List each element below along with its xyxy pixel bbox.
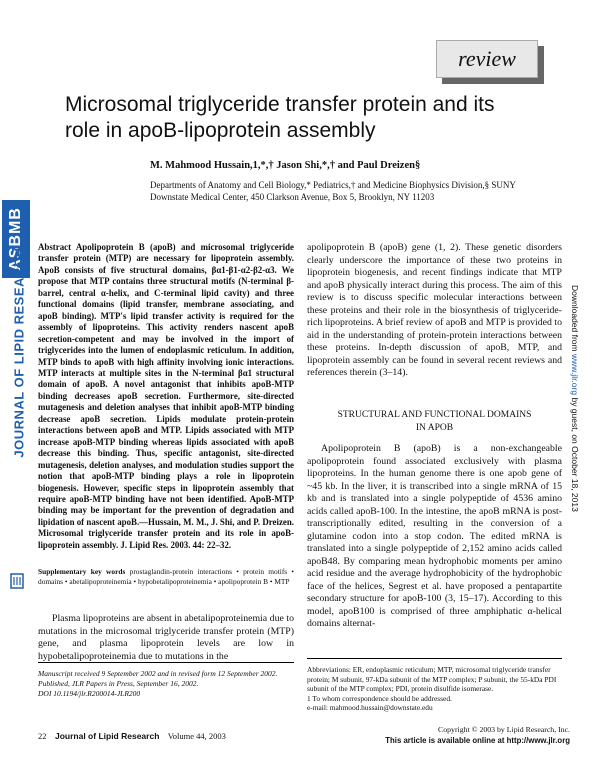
journal-emblem-icon (10, 572, 24, 590)
manuscript-footnote (38, 662, 294, 699)
section-label: review (458, 46, 516, 71)
section-heading (307, 409, 562, 434)
affiliation: Departments of Anatomy and Cell Biology,* Pediatrics,† and Medicine Biophysics Division,§ SUNY Downstate Medical Center, 450 Clarkson Avenue, Box 5, Brooklyn, NY 11203 (150, 180, 516, 202)
download-suffix: by guest, on October 18, 2013 (570, 397, 580, 512)
society-name: ASBMB (7, 207, 25, 271)
published-date: Published, JLR Papers in Press, September 16, 2002. (38, 679, 199, 688)
body-text-right (307, 242, 562, 380)
abbreviations: Abbreviations: ER, endoplasmic reticulum; MTP, microsomal triglyceride transfer protein; M subunit, 97-kDa subunit of the MTP complex; P subunit, the 55-kDa PDI subunit of the MTP complex; PDI, protein disulfide isomerase. (307, 665, 557, 694)
journal-sidebar-title: JOURNAL OF LIPID RESEARCH (11, 247, 27, 458)
keywords-label: Supplementary key words (38, 567, 126, 576)
volume: Volume 44, 2003 (167, 731, 226, 741)
download-note (570, 285, 580, 525)
footnotes (307, 658, 562, 713)
page-footer-left (38, 731, 226, 741)
author-list: M. Mahmood Hussain,1,*,† Jason Shi,*,† and Paul Dreizen§ (150, 160, 421, 171)
journal-name: Journal of Lipid Research (55, 731, 160, 741)
section-heading-line-1: STRUCTURAL AND FUNCTIONAL DOMAINS (337, 410, 532, 420)
article-title: Microsomal triglyceride transfer protein and its role in apoB-lipoprotein assembly (65, 93, 495, 142)
keywords-text: prostaglandin-protein interactions • protein motifs • domains • abetalipoproteinemia • hypobetalipoproteinemia • apolipoprotein B • MTP (38, 567, 294, 586)
email: e-mail: mahmood.hussain@downstate.edu (307, 703, 433, 713)
received-date: Manuscript received 9 September 2002 and in revised form 12 September 2002. (38, 669, 278, 678)
keywords (38, 567, 294, 586)
paragraph: apolipoprotein B (apoB) gene (1, 2). These genetic disorders clearly underscore the importance of these two proteins in lipoprotein biogenesis, and recent findings indicate that MTP and apoB physically interact during this process. The aim of this review is to discuss specific molecular interactions between these proteins and their role in the biosynthesis of triglyceride-rich lipoproteins. A brief review of apoB and MTP is provided to aid in the understanding of protein-protein interactions between these proteins. In-depth discussion of apoB, MTP, and lipoprotein assembly can be found in several recent reviews and references therein (3–14). (307, 242, 562, 378)
availability-note: This article is available online at http://www.jlr.org (385, 736, 570, 745)
paragraph: Plasma lipoproteins are absent in abetalipoproteinemia due to mutations in the microsomal triglyceride transfer protein (MTP) gene, and plasma lipoprotein levels are low in hypobetalipoproteinemia due to mutations in the (38, 613, 294, 662)
section-heading-line-2: IN APOB (415, 422, 454, 433)
paragraph: Apolipoprotein B (apoB) is a non-exchangeable apolipoprotein found associated exclusively with plasma lipoproteins. In the human genome there is one apob gene of ~45 kb. In the liver, it is transcribed into a single mRNA of 15 kb and is translated into a single polypeptide of 4536 amino acids called apoB-100. In the intestine, the apoB mRNA is post-transcriptionally edited, resulting in the conversion of a glutamine codon into a stop codon. The edited mRNA is translated into a single polypeptide of 2,152 amino acids called apoB48. By comparing mean hydrophobic moments per amino acid residue and the average hydrophobicity of the hydrophobic face of the helices, Segrest et al. have proposed a pentapartite secondary structure for apoB-100 (3, 15–17). According to this model, apoB100 is comprised of three amphiphatic α-helical domains alternat- (307, 443, 562, 629)
correspondence-note: 1 To whom correspondence should be addressed. (307, 693, 452, 703)
body-text-left (38, 613, 294, 663)
section-label-box (436, 40, 538, 78)
doi: DOI 10.1194/jlr.R200014-JLR200 (38, 689, 141, 698)
copyright: Copyright © 2003 by Lipid Research, Inc. (438, 725, 570, 734)
download-link[interactable]: www.jlr.org (570, 354, 580, 396)
body-text-right-2 (307, 443, 562, 631)
abstract: Abstract Apolipoprotein B (apoB) and microsomal triglyceride transfer protein (MTP) are necessary for lipoprotein assembly. ApoB consists of five structural domains, βα1-β1-α2-β2-α3. We propose that MTP contains three structural motifs (N-terminal β-barrel, central α-helix, and C-terminal lipid cavity) and three functional domains (lipid transfer, membrane associating, and apoB binding). MTP's lipid transfer activity is required for the assembly of lipoproteins. This activity renders nascent apoB secretion-competent and may be involved in the import of triglycerides into the lumen of endoplasmic reticulum. In addition, MTP binds to apoB with high affinity involving ionic interactions. MTP interacts at multiple sites in the N-terminal βα1 structural domain of apoB. A novel antagonist that inhibits apoB-MTP binding decreases apoB secretion. Furthermore, site-directed mutagenesis and deletion analyses that inhibit apoB-MTP binding decrease apoB secretion. Lipids modulate protein-protein interactions between apoB and MTP. Lipids associated with MTP increase apoB-MTP binding whereas lipids associated with apoB decrease this binding. Thus, specific antagonist, site-directed mutagenesis, deletion analyses, and modulation studies support the notion that apoB-MTP binding plays a role in lipoprotein biogenesis. However, specific steps in lipoprotein assembly that require apoB-MTP binding have not been identified. ApoB-MTP binding may be important for the prevention of degradation and lipidation of nascent apoB.—Hussain, M. M., J. Shi, and P. Dreizen. Microsomal triglyceride transfer protein and its role in apoB-lipoprotein assembly. J. Lipid Res. 2003. 44: 22–32. (38, 242, 294, 550)
page-number: 22 (38, 731, 47, 741)
download-prefix: Downloaded from (570, 285, 580, 352)
